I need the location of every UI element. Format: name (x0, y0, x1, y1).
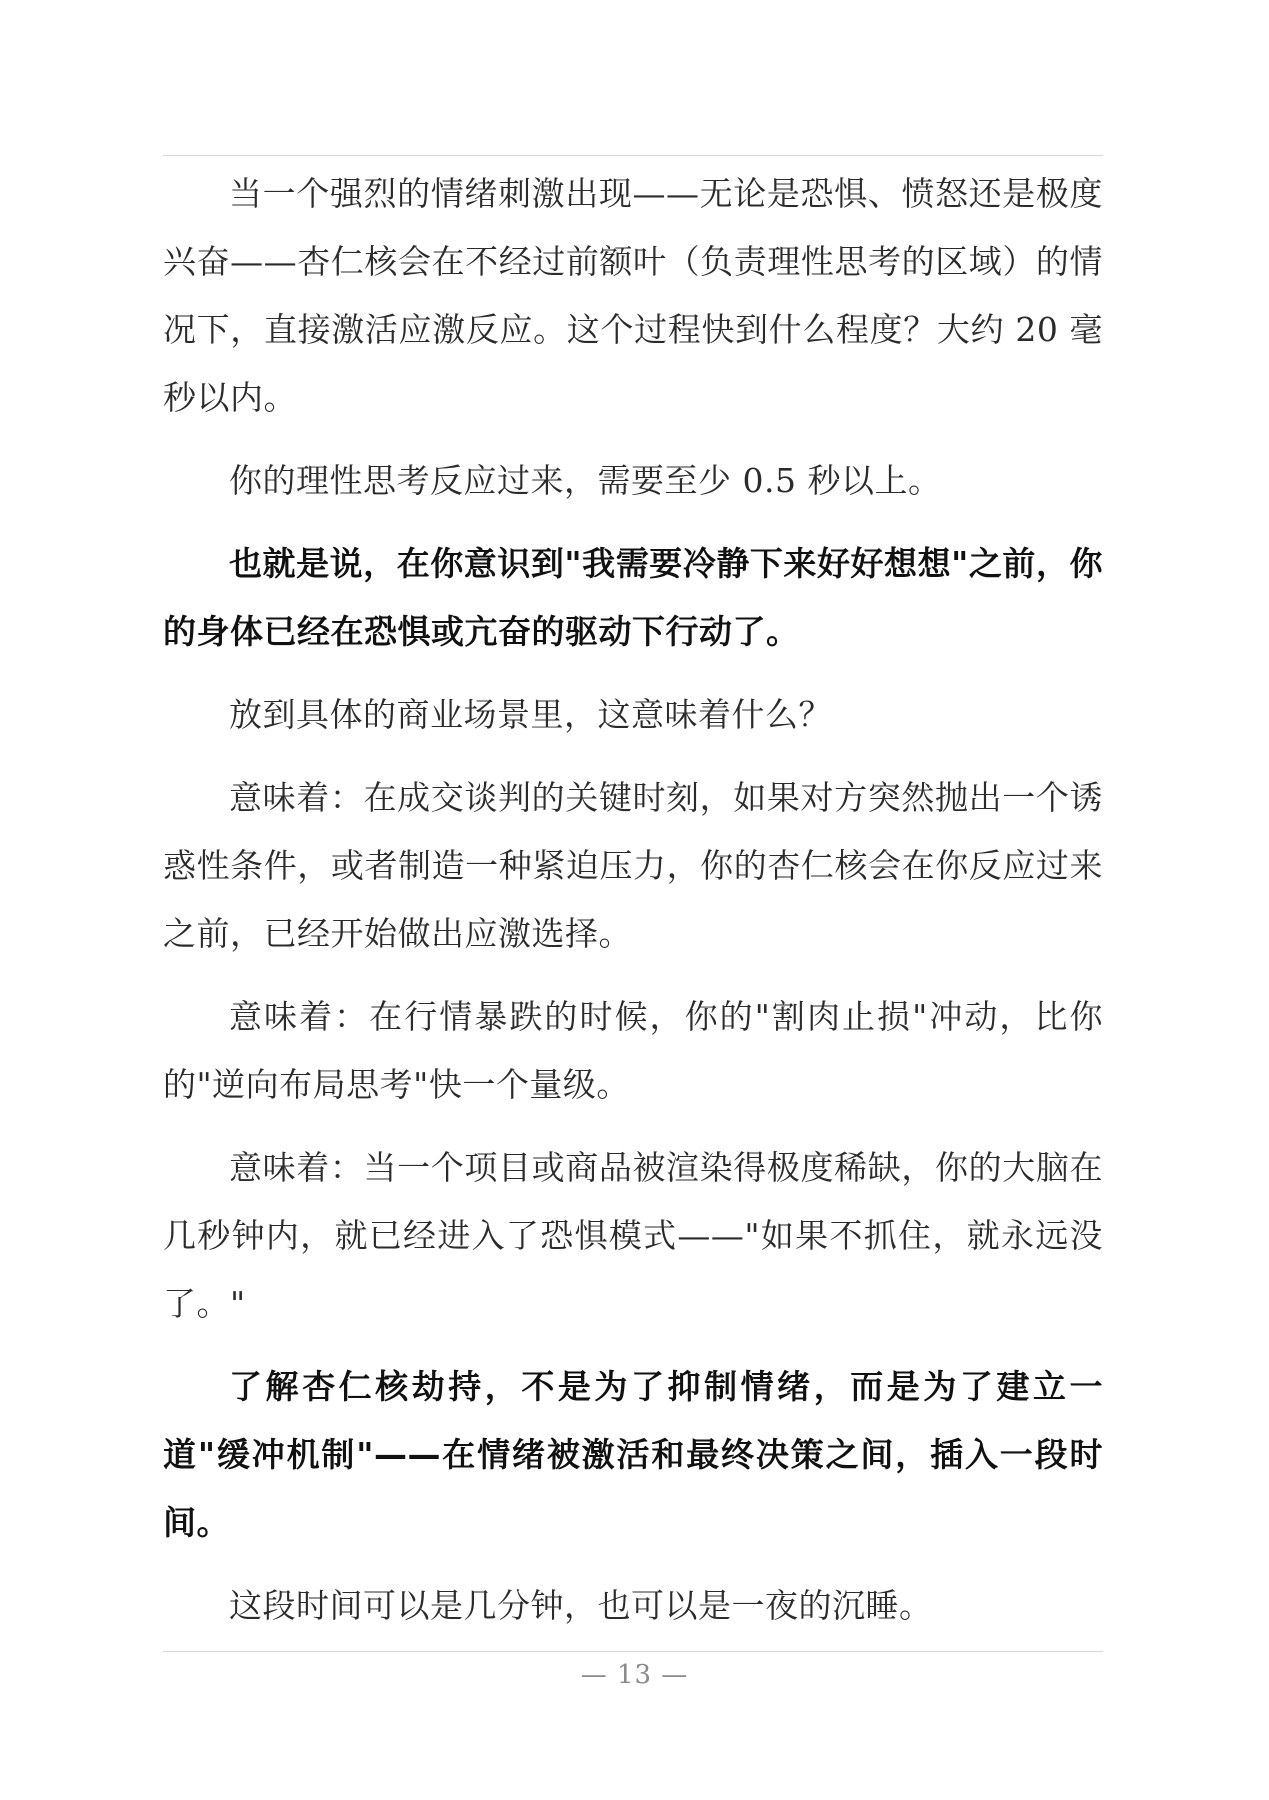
footer-rule (163, 1651, 1103, 1652)
paragraph-time-interval: 这段时间可以是几分钟，也可以是一夜的沉睡。 (229, 1586, 933, 1625)
paragraph-rational-delay: 你的理性思考反应过来，需要至少 0.5 秒以上。 (229, 461, 942, 500)
paragraph-scarcity-example: 意味着：当一个项目或商品被渲染得极度稀缺，你的大脑在几秒钟内，就已经进入了恐惧模式——"如果不抓住，就永远没了。" (163, 1148, 1103, 1323)
paragraph-negotiation-example: 意味着：在成交谈判的关键时刻，如果对方突然抛出一个诱惑性条件，或者制造一种紧迫压力，你的杏仁核会在你反应过来之前，已经开始做出应激选择。 (163, 778, 1103, 953)
paragraph-buffer-mechanism: 了解杏仁核劫持，不是为了抑制情绪，而是为了建立一道"缓冲机制"——在情绪被激活和最终决策之间，插入一段时间。 (163, 1367, 1103, 1542)
page-number: — 13 — (580, 1660, 689, 1690)
paragraph-market-crash-example: 意味着：在行情暴跌的时候，你的"割肉止损"冲动，比你的"逆向布局思考"快一个量级。 (163, 997, 1103, 1104)
page-body (163, 160, 1103, 1640)
paragraph-amygdala-trigger: 当一个强烈的情绪刺激出现——无论是恐惧、愤怒还是极度兴奋——杏仁核会在不经过前额叶（负责理性思考的区域）的情况下，直接激活应激反应。这个过程快到什么程度？大约 20 毫秒以内。 (163, 174, 1103, 417)
paragraph-business-question: 放到具体的商业场景里，这意味着什么？ (229, 695, 832, 734)
header-rule (163, 155, 1103, 156)
paragraph-body-acts-first: 也就是说，在你意识到"我需要冷静下来好好想想"之前，你的身体已经在恐惧或亢奋的驱动下行动了。 (163, 544, 1103, 651)
